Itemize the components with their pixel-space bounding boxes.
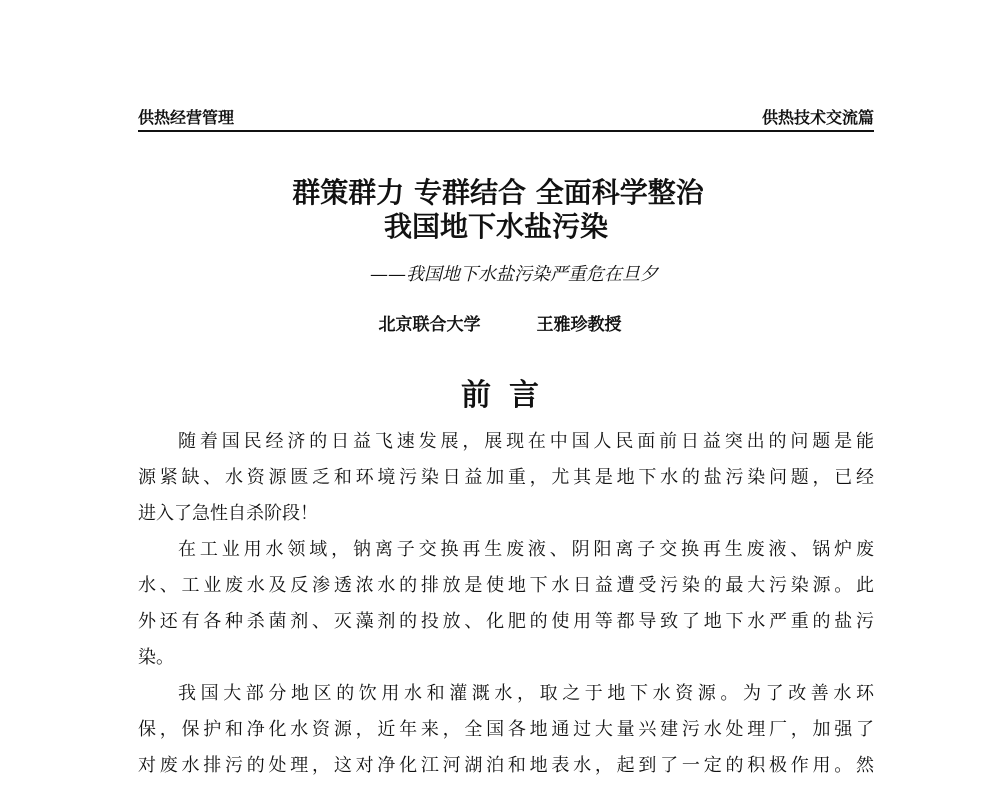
paragraph-line: 水、工业废水及反渗透浓水的排放是使地下水日益遭受污染的最大污染源。此 — [138, 575, 874, 596]
paragraph-line: 随着国民经济的日益飞速发展，展现在中国人民面前日益突出的问题是能 — [178, 431, 874, 452]
paragraph-line: 对废水排污的处理，这对净化江河湖泊和地表水，起到了一定的积极作用。然 — [138, 755, 874, 776]
article-title-line-1: 群策群力 专群结合 全面科学整治 — [292, 176, 704, 209]
author-name: 王雅珍教授 — [536, 315, 622, 335]
paragraph-line: 外还有各种杀菌剂、灭藻剂的投放、化肥的使用等都导致了地下水严重的盐污 — [138, 611, 874, 632]
paragraph-line: 保，保护和净化水资源，近年来，全国各地通过大量兴建污水处理厂，加强了 — [138, 719, 874, 740]
paragraph-line: 在工业用水领域，钠离子交换再生废液、阴阳离子交换再生废液、锅炉废 — [178, 539, 874, 560]
paragraph-3 — [138, 676, 874, 784]
section-title: 前言 — [461, 378, 557, 413]
paragraph-line: 进入了急性自杀阶段！ — [138, 503, 318, 524]
header-section-left: 供热经营管理 — [138, 108, 235, 127]
paragraph-line: 源紧缺、水资源匮乏和环境污染日益加重，尤其是地下水的盐污染问题，已经 — [138, 467, 874, 488]
page-header — [138, 100, 874, 132]
article-subtitle: ——我国地下水盐污染严重危在旦夕 — [370, 264, 658, 285]
paragraph-line: 染。 — [138, 647, 174, 668]
paragraph-1 — [138, 424, 874, 532]
author-affiliation: 北京联合大学 — [378, 315, 481, 335]
author-line — [0, 310, 1000, 335]
paragraph-2 — [138, 532, 874, 676]
header-section-right: 供热技术交流篇 — [761, 108, 874, 127]
paragraph-line: 我国大部分地区的饮用水和灌溉水，取之于地下水资源。为了改善水环 — [178, 683, 874, 704]
article-title-line-2: 我国地下水盐污染 — [383, 210, 608, 243]
